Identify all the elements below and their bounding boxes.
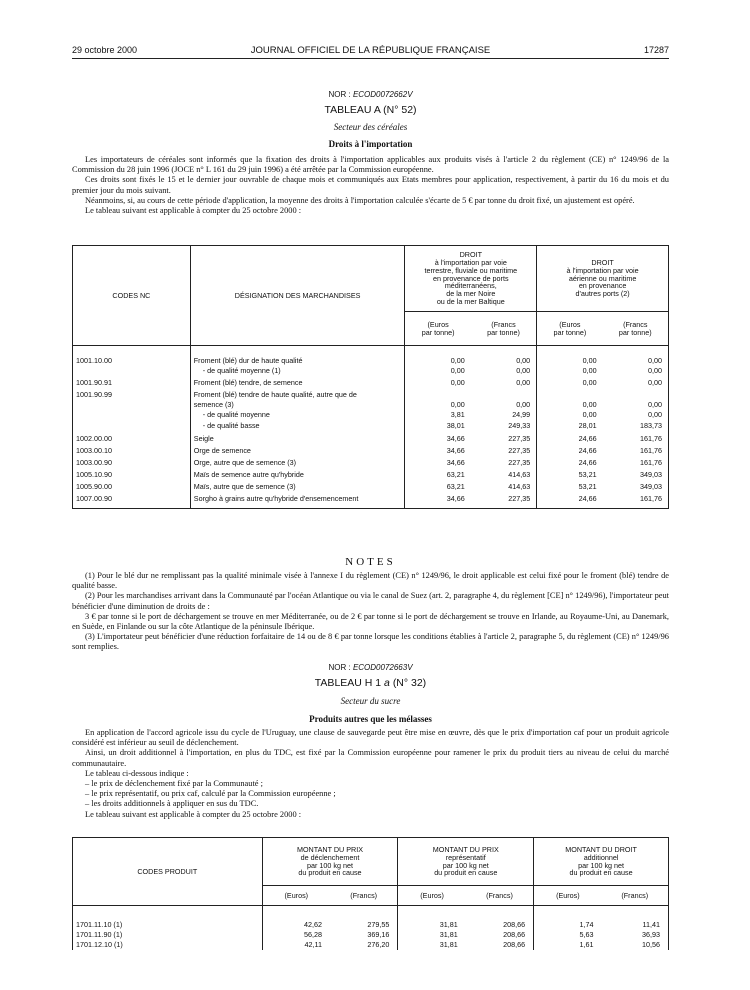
duty-value: 28,01 [578,420,597,430]
duty-value: 161,76 [603,455,669,467]
code-nc: 1005.90.00 [73,479,191,491]
code-nc: 1001.90.91 [73,375,191,387]
duty-value: 0,00 [582,365,597,375]
table-row [73,467,669,479]
table-row [73,410,669,420]
code-nc: 1003.00.10 [73,443,191,455]
col-header-codes-produit: CODES PRODUIT [73,838,263,906]
table-row [73,906,669,930]
col-header-designation: DÉSIGNATION DES MARCHANDISES [190,246,405,346]
unit-euros: (Euros par tonne) [537,312,603,346]
note: (2) Pour les marchandises arrivant dans la Communauté par l'océan Atlantique ou via le canal de Suez (art. 2, paragraphe 4, du règlement [CE] n° 1249/96), l'importateur peut bénéficier d'une diminution de droits de : [72,591,669,611]
sucre-table-body [73,906,669,951]
duty-value: 34,66 [446,433,465,443]
code-produit: 1701.11.10 (1) [73,906,263,930]
duty-value: 3,81 [450,410,465,420]
price-value: 56,28 [303,929,322,939]
sector-cereales: Secteur des céréales [333,122,408,132]
unit-francs: (Francs) [466,886,534,906]
duty-value: 53,21 [578,469,597,479]
table-row [73,420,669,430]
unit-francs: (Francs par tonne) [603,312,669,346]
designation: semence (3) [190,399,405,409]
duty-value [471,387,537,399]
note: 3 € par tonne si le port de déchargement se trouve en mer Méditerranée, ou de 2 € par tonne si le port de déchargement se trouve en Irlande, au Royaume-Uni, au Danemark, en Suède, en Finlande ou sur la côte Atlantique de la péninsule Ibérique. [72,611,669,632]
duty-value: 414,63 [471,467,537,479]
duty-value: 0,00 [603,365,669,375]
table-row [73,443,669,455]
designation: Froment (blé) tendre, de semence [190,375,405,387]
sucre-duty-table [72,837,669,950]
unit-francs: (Francs) [330,886,398,906]
header-page-number: 17287 [643,45,669,55]
header-date: 29 octobre 2000 [72,45,138,55]
designation: Sorgho à grains autre qu'hybride d'ensemencement [190,491,405,503]
price-value: 1,61 [579,940,594,950]
code-produit: 1701.11.90 (1) [73,929,263,940]
unit-francs: (Francs par tonne) [471,312,537,346]
code-nc: 1001.10.00 [73,346,191,366]
duty-value: 227,35 [471,455,537,467]
table-row [73,940,669,951]
duty-value: 24,66 [578,493,597,503]
designation: Maïs de semence autre qu'hybride [190,467,405,479]
price-value: 279,55 [330,906,398,930]
intro-text-h [72,728,669,820]
duty-value: 0,00 [582,410,597,420]
sector-sucre: Secteur du sucre [340,696,401,706]
paragraph: Ainsi, un droit additionnel à l'importation, en plus du TDC, est fixé par la Commission européenne pour ramener le prix du produit tiers au niveau de celui du marché communautaire. [72,748,669,768]
duty-value: 24,99 [471,410,537,420]
table-row [73,431,669,443]
duty-value: 227,35 [471,431,537,443]
price-value: 1,74 [579,920,594,929]
col-header-droit-terrestre: DROIT à l'importation par voie terrestre, fluviale ou maritime en provenance de ports méditerranéens, de la mer Noire ou de la mer Baltique [405,246,537,312]
duty-value: 24,66 [578,457,597,467]
nor-label: NOR : [328,90,351,99]
duty-value: 349,03 [603,479,669,491]
duty-value: 34,66 [446,445,465,455]
duty-value: 0,00 [603,375,669,387]
table-row [73,365,669,375]
note: (1) Pour le blé dur ne remplissant pas la qualité minimale visée à l'annexe I du règlement (CE) n° 1249/96, le droit applicable est celui fixé pour le froment (blé) tendre de qualité basse. [72,571,669,591]
table-a-title: TABLEAU A (N° 52) [324,104,417,116]
col-header-prix-representatif: MONTANT DU PRIX représentatif par 100 kg net du produit en cause [398,838,534,886]
col-header-codes-nc: CODES NC [73,246,191,346]
note: (3) L'importateur peut bénéficier d'une réduction forfaitaire de 14 ou de 8 € par tonne lorsque les conditions établies à l'article 2, paragraphe 5, du règlement (CE) n° 1249/96 sont remplies. [72,632,669,652]
duty-value: 0,00 [603,399,669,409]
table-row [73,455,669,467]
intro-text-a [72,155,669,216]
duty-value: 24,66 [578,433,597,443]
duty-value: 0,00 [450,356,465,365]
duty-value: 349,03 [603,467,669,479]
designation: Froment (blé) dur de haute qualité [190,346,405,366]
duty-value: 0,00 [471,365,537,375]
col-header-droit-aerienne: DROIT à l'importation par voie aérienne ou maritime en provenance d'autres ports (2) [537,246,669,312]
duty-value: 161,76 [603,491,669,503]
designation: Orge de semence [190,443,405,455]
table-row [73,346,669,366]
price-value: 31,81 [439,929,458,939]
duty-value: 227,35 [471,491,537,503]
duty-value: 0,00 [450,400,465,410]
code-nc: 1003.00.90 [73,455,191,467]
duty-value: 0,00 [471,399,537,409]
duty-value: 0,00 [603,410,669,420]
table-row [73,399,669,409]
header-journal-title: JOURNAL OFFICIEL DE LA RÉPUBLIQUE FRANÇAISE [250,45,491,56]
price-value: 31,81 [439,920,458,929]
duty-value: 63,21 [446,469,465,479]
unit-euros: (Euros) [534,886,602,906]
designation: Orge, autre que de semence (3) [190,455,405,467]
heading-produits-autres: Produits autres que les mélasses [309,714,432,724]
code-nc: 1005.10.90 [73,467,191,479]
duty-value: 0,00 [450,378,465,388]
col-header-prix-declenchement: MONTANT DU PRIX de déclenchement par 100 kg net du produit en cause [262,838,398,886]
designation: - de qualité basse [190,420,405,430]
paragraph: Le tableau suivant est applicable à compter du 25 octobre 2000 : [85,809,302,819]
nor-code: ECOD0072662V [352,90,413,99]
unit-euros: (Euros par tonne) [405,312,471,346]
paragraph: Ces droits sont fixés le 15 et le dernier jour ouvrable de chaque mois et communiqués aux Etats membres pour application, respectivement, à partir du 16 du mois et du premier jour du mois suivant. [72,175,669,195]
designation: Froment (blé) tendre de haute qualité, autre que de [190,387,405,399]
price-value: 11,41 [602,906,669,930]
price-value: 5,63 [579,929,594,939]
duty-value [405,387,471,399]
paragraph: Les importateurs de céréales sont informés que la fixation des droits à l'importation applicables aux produits visés à l'article 2 du règlement (CE) n° 1249/96 de la Commission du 28 juin 1996 (JOCE n° L 161 du 29 juin 1996) a été arrêtée par la Commission européenne. [72,155,669,175]
designation: - de qualité moyenne [190,410,405,420]
duty-value: 249,33 [471,420,537,430]
duty-value: 53,21 [578,481,597,491]
list-item: – le prix de déclenchement fixé par la Communauté ; [85,779,263,789]
price-value: 369,16 [330,929,398,940]
nor-reference-a [72,90,669,99]
price-value: 208,66 [466,929,534,940]
paragraph: Néanmoins, si, au cours de cette période d'application, la moyenne des droits à l'importation calculée s'écarte de 5 € par tonne du droit fixé, un ajustement est opéré. [85,195,635,205]
duty-value [537,387,603,399]
table-h-title: TABLEAU H 1 a (N° 32) [314,677,427,689]
duty-value: 227,35 [471,443,537,455]
duty-value: 0,00 [471,346,537,366]
table-row [73,375,669,387]
nor-label: NOR : [328,663,351,672]
duty-value: 0,00 [582,400,597,410]
unit-euros: (Euros) [398,886,466,906]
duty-value: 34,66 [446,457,465,467]
designation: - de qualité moyenne (1) [190,365,405,375]
table-row [73,929,669,940]
code-nc: 1002.00.00 [73,431,191,443]
price-value: 42,62 [303,920,322,929]
duty-value: 38,01 [446,420,465,430]
duty-value: 0,00 [582,378,597,388]
duty-value: 0,00 [450,365,465,375]
duty-value: 0,00 [471,375,537,387]
paragraph: En application de l'accord agricole issu du cycle de l'Uruguay, une clause de sauvegarde peut être mise en œuvre, dès que le prix d'importation caf pour un produit agricole considéré est inférieur au seuil de déclenchement. [72,728,669,748]
table-row [73,387,669,399]
designation: Seigle [190,431,405,443]
designation: Maïs, autre que de semence (3) [190,479,405,491]
nor-reference-h [72,663,669,672]
list-item: – le prix représentatif, ou prix caf, calculé par la Commission européenne ; [85,789,336,799]
unit-euros: (Euros) [262,886,330,906]
price-value: 208,66 [466,906,534,930]
duty-value: 0,00 [582,356,597,365]
price-value: 276,20 [330,940,398,951]
header-rule [72,58,669,59]
price-value: 42,11 [304,940,322,950]
table-row [73,491,669,503]
notes-text [72,571,669,653]
duty-value [603,387,669,399]
duty-value: 414,63 [471,479,537,491]
duty-value: 0,00 [603,346,669,366]
cereales-table-body [73,346,669,509]
price-value: 208,66 [466,940,534,951]
code-produit: 1701.12.10 (1) [73,940,263,951]
price-value: 10,56 [602,940,669,951]
notes-title: NOTES [345,556,396,568]
nor-code: ECOD0072663V [352,663,413,672]
duty-value: 161,76 [603,443,669,455]
code-nc: 1001.90.99 [73,387,191,399]
table-row [73,479,669,491]
paragraph: Le tableau ci-dessous indique : [85,768,189,778]
price-value: 36,93 [602,929,669,940]
col-header-droit-additionnel: MONTANT DU DROIT additionnel par 100 kg net du produit en cause [534,838,669,886]
duty-value: 63,21 [446,481,465,491]
unit-francs: (Francs) [602,886,669,906]
duty-value: 183,73 [603,420,669,430]
duty-value: 161,76 [603,431,669,443]
code-nc: 1007.00.90 [73,491,191,503]
cereales-duty-table [72,245,669,509]
list-item: – les droits additionnels à appliquer en sus du TDC. [85,799,259,809]
paragraph: Le tableau suivant est applicable à compter du 25 octobre 2000 : [85,206,302,216]
price-value: 31,81 [439,940,458,950]
table-bottom-rule [73,503,669,509]
heading-droits-importation: Droits à l'importation [328,139,413,149]
duty-value: 34,66 [446,493,465,503]
duty-value: 24,66 [578,445,597,455]
